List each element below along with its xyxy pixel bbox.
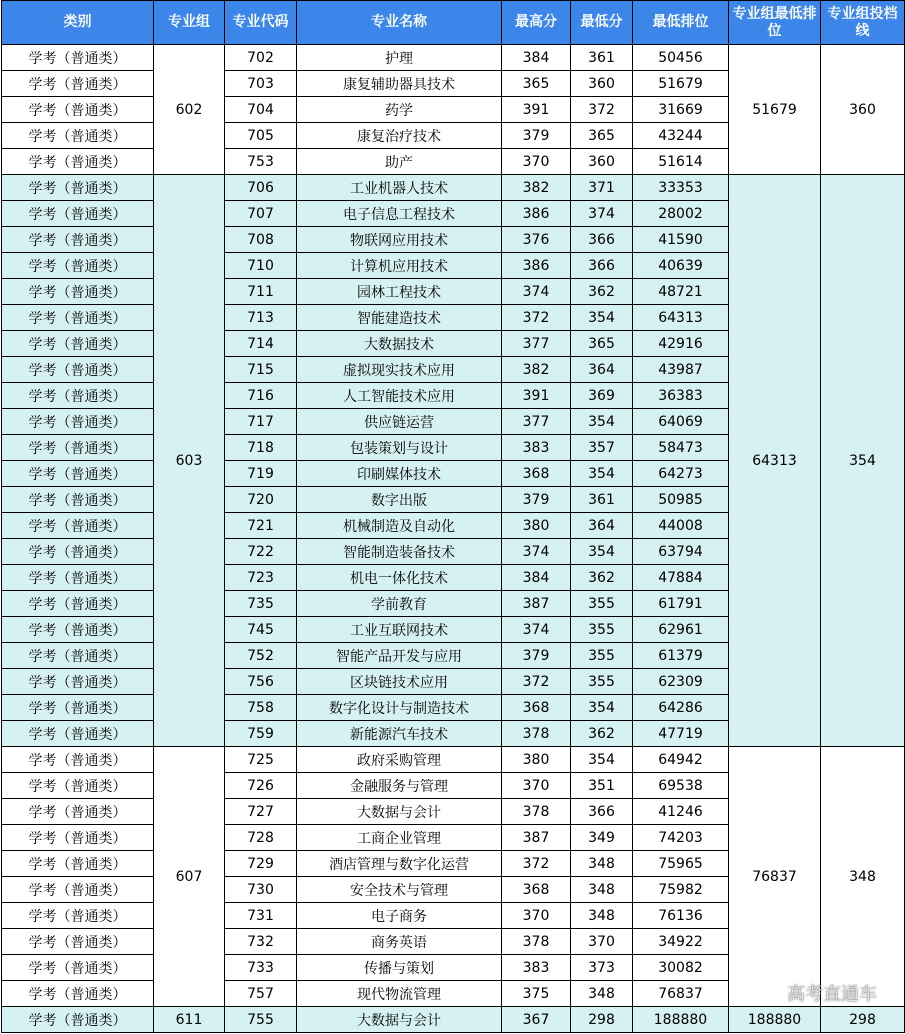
cell-min-score: 360 xyxy=(571,71,633,97)
cell-category: 学考（普通类） xyxy=(2,461,154,487)
cell-min-rank: 76837 xyxy=(633,981,729,1007)
cell-code: 710 xyxy=(225,253,297,279)
table-body xyxy=(2,45,905,1033)
cell-group-cutoff: 298 xyxy=(821,1007,905,1033)
cell-category: 学考（普通类） xyxy=(2,383,154,409)
cell-major-name: 工业互联网技术 xyxy=(297,617,502,643)
cell-min-score: 361 xyxy=(571,45,633,71)
cell-min-score: 371 xyxy=(571,175,633,201)
cell-min-rank: 64313 xyxy=(633,305,729,331)
cell-min-rank: 69538 xyxy=(633,773,729,799)
cell-max-score: 380 xyxy=(502,747,571,773)
cell-major-name: 智能建造技术 xyxy=(297,305,502,331)
cell-max-score: 368 xyxy=(502,695,571,721)
cell-category: 学考（普通类） xyxy=(2,357,154,383)
cell-max-score: 372 xyxy=(502,669,571,695)
cell-min-rank: 47884 xyxy=(633,565,729,591)
cell-category: 学考（普通类） xyxy=(2,97,154,123)
cell-min-score: 366 xyxy=(571,253,633,279)
cell-code: 756 xyxy=(225,669,297,695)
cell-min-rank: 62961 xyxy=(633,617,729,643)
cell-major-name: 政府采购管理 xyxy=(297,747,502,773)
cell-category: 学考（普通类） xyxy=(2,721,154,747)
cell-code: 745 xyxy=(225,617,297,643)
cell-max-score: 383 xyxy=(502,435,571,461)
cell-code: 755 xyxy=(225,1007,297,1033)
cell-category: 学考（普通类） xyxy=(2,669,154,695)
cell-max-score: 386 xyxy=(502,253,571,279)
cell-code: 708 xyxy=(225,227,297,253)
cell-major-name: 机械制造及自动化 xyxy=(297,513,502,539)
cell-category: 学考（普通类） xyxy=(2,123,154,149)
cell-major-name: 酒店管理与数字化运营 xyxy=(297,851,502,877)
cell-group-cutoff: 354 xyxy=(821,175,905,747)
cell-category: 学考（普通类） xyxy=(2,539,154,565)
cell-min-score: 362 xyxy=(571,721,633,747)
cell-category: 学考（普通类） xyxy=(2,799,154,825)
cell-category: 学考（普通类） xyxy=(2,149,154,175)
cell-max-score: 374 xyxy=(502,617,571,643)
admission-table xyxy=(1,0,905,1033)
table-row xyxy=(2,747,905,773)
cell-min-rank: 64942 xyxy=(633,747,729,773)
table-row xyxy=(2,175,905,201)
cell-min-score: 370 xyxy=(571,929,633,955)
cell-category: 学考（普通类） xyxy=(2,851,154,877)
cell-code: 713 xyxy=(225,305,297,331)
cell-category: 学考（普通类） xyxy=(2,253,154,279)
cell-major-name: 人工智能技术应用 xyxy=(297,383,502,409)
cell-min-rank: 188880 xyxy=(633,1007,729,1033)
cell-min-score: 374 xyxy=(571,201,633,227)
cell-max-score: 382 xyxy=(502,175,571,201)
cell-major-name: 工业机器人技术 xyxy=(297,175,502,201)
cell-max-score: 387 xyxy=(502,591,571,617)
table-row xyxy=(2,45,905,71)
cell-code: 705 xyxy=(225,123,297,149)
cell-code: 732 xyxy=(225,929,297,955)
cell-max-score: 382 xyxy=(502,357,571,383)
cell-category: 学考（普通类） xyxy=(2,201,154,227)
cell-major-name: 药学 xyxy=(297,97,502,123)
cell-code: 719 xyxy=(225,461,297,487)
cell-min-rank: 50456 xyxy=(633,45,729,71)
cell-major-name: 康复治疗技术 xyxy=(297,123,502,149)
cell-max-score: 391 xyxy=(502,97,571,123)
cell-max-score: 377 xyxy=(502,409,571,435)
cell-category: 学考（普通类） xyxy=(2,565,154,591)
cell-category: 学考（普通类） xyxy=(2,903,154,929)
cell-category: 学考（普通类） xyxy=(2,331,154,357)
cell-min-score: 365 xyxy=(571,123,633,149)
cell-max-score: 380 xyxy=(502,513,571,539)
cell-group-min-rank: 64313 xyxy=(729,175,821,747)
cell-group-min-rank: 188880 xyxy=(729,1007,821,1033)
cell-min-score: 357 xyxy=(571,435,633,461)
cell-code: 758 xyxy=(225,695,297,721)
cell-min-score: 360 xyxy=(571,149,633,175)
cell-major-name: 计算机应用技术 xyxy=(297,253,502,279)
cell-min-score: 362 xyxy=(571,279,633,305)
cell-min-rank: 43244 xyxy=(633,123,729,149)
cell-code: 730 xyxy=(225,877,297,903)
cell-min-score: 355 xyxy=(571,617,633,643)
cell-major-name: 智能制造装备技术 xyxy=(297,539,502,565)
cell-max-score: 378 xyxy=(502,799,571,825)
cell-min-rank: 75965 xyxy=(633,851,729,877)
cell-category: 学考（普通类） xyxy=(2,695,154,721)
header-group: 专业组 xyxy=(154,1,225,45)
header-code: 专业代码 xyxy=(225,1,297,45)
cell-max-score: 377 xyxy=(502,331,571,357)
cell-min-rank: 64286 xyxy=(633,695,729,721)
cell-code: 729 xyxy=(225,851,297,877)
cell-min-rank: 61791 xyxy=(633,591,729,617)
cell-min-rank: 34922 xyxy=(633,929,729,955)
cell-max-score: 367 xyxy=(502,1007,571,1033)
header-group-min-rank: 专业组最低排位 xyxy=(729,1,821,45)
cell-min-rank: 43987 xyxy=(633,357,729,383)
cell-major-name: 数字出版 xyxy=(297,487,502,513)
cell-major-name: 印刷媒体技术 xyxy=(297,461,502,487)
cell-min-rank: 76136 xyxy=(633,903,729,929)
cell-major-name: 物联网应用技术 xyxy=(297,227,502,253)
cell-major-name: 商务英语 xyxy=(297,929,502,955)
header-category: 类别 xyxy=(2,1,154,45)
header-min-rank: 最低排位 xyxy=(633,1,729,45)
cell-max-score: 387 xyxy=(502,825,571,851)
cell-code: 704 xyxy=(225,97,297,123)
cell-major-name: 大数据与会计 xyxy=(297,799,502,825)
cell-category: 学考（普通类） xyxy=(2,981,154,1007)
cell-min-score: 348 xyxy=(571,903,633,929)
cell-category: 学考（普通类） xyxy=(2,955,154,981)
cell-major-name: 数字化设计与制造技术 xyxy=(297,695,502,721)
cell-min-rank: 51679 xyxy=(633,71,729,97)
cell-min-score: 354 xyxy=(571,747,633,773)
cell-min-rank: 64069 xyxy=(633,409,729,435)
cell-group: 611 xyxy=(154,1007,225,1033)
cell-category: 学考（普通类） xyxy=(2,773,154,799)
cell-category: 学考（普通类） xyxy=(2,617,154,643)
cell-code: 720 xyxy=(225,487,297,513)
cell-min-score: 348 xyxy=(571,877,633,903)
cell-min-score: 354 xyxy=(571,461,633,487)
cell-category: 学考（普通类） xyxy=(2,1007,154,1033)
cell-max-score: 375 xyxy=(502,981,571,1007)
cell-code: 706 xyxy=(225,175,297,201)
cell-min-rank: 48721 xyxy=(633,279,729,305)
cell-category: 学考（普通类） xyxy=(2,643,154,669)
cell-code: 714 xyxy=(225,331,297,357)
cell-min-rank: 75982 xyxy=(633,877,729,903)
cell-min-score: 349 xyxy=(571,825,633,851)
cell-code: 731 xyxy=(225,903,297,929)
table-row xyxy=(2,1007,905,1033)
cell-min-score: 298 xyxy=(571,1007,633,1033)
cell-group: 607 xyxy=(154,747,225,1007)
cell-code: 752 xyxy=(225,643,297,669)
watermark: 高考直通车 xyxy=(787,984,877,1005)
cell-min-score: 348 xyxy=(571,981,633,1007)
cell-max-score: 378 xyxy=(502,929,571,955)
cell-major-name: 包装策划与设计 xyxy=(297,435,502,461)
cell-major-name: 大数据技术 xyxy=(297,331,502,357)
cell-code: 711 xyxy=(225,279,297,305)
cell-min-rank: 64273 xyxy=(633,461,729,487)
cell-max-score: 372 xyxy=(502,851,571,877)
cell-min-rank: 62309 xyxy=(633,669,729,695)
cell-major-name: 金融服务与管理 xyxy=(297,773,502,799)
cell-max-score: 384 xyxy=(502,565,571,591)
cell-max-score: 370 xyxy=(502,149,571,175)
cell-major-name: 智能产品开发与应用 xyxy=(297,643,502,669)
cell-group: 603 xyxy=(154,175,225,747)
cell-category: 学考（普通类） xyxy=(2,279,154,305)
cell-major-name: 工商企业管理 xyxy=(297,825,502,851)
cell-min-rank: 42916 xyxy=(633,331,729,357)
cell-max-score: 379 xyxy=(502,487,571,513)
cell-min-rank: 31669 xyxy=(633,97,729,123)
cell-category: 学考（普通类） xyxy=(2,747,154,773)
cell-major-name: 新能源汽车技术 xyxy=(297,721,502,747)
header-row xyxy=(2,1,905,45)
cell-code: 725 xyxy=(225,747,297,773)
cell-max-score: 386 xyxy=(502,201,571,227)
cell-max-score: 374 xyxy=(502,539,571,565)
cell-category: 学考（普通类） xyxy=(2,513,154,539)
cell-major-name: 区块链技术应用 xyxy=(297,669,502,695)
cell-major-name: 虚拟现实技术应用 xyxy=(297,357,502,383)
cell-min-score: 348 xyxy=(571,851,633,877)
cell-major-name: 助产 xyxy=(297,149,502,175)
cell-min-rank: 41590 xyxy=(633,227,729,253)
cell-min-rank: 63794 xyxy=(633,539,729,565)
cell-min-rank: 40639 xyxy=(633,253,729,279)
cell-min-rank: 44008 xyxy=(633,513,729,539)
cell-code: 703 xyxy=(225,71,297,97)
cell-max-score: 379 xyxy=(502,123,571,149)
cell-group-min-rank: 51679 xyxy=(729,45,821,175)
cell-code: 728 xyxy=(225,825,297,851)
cell-min-score: 354 xyxy=(571,409,633,435)
cell-min-rank: 51614 xyxy=(633,149,729,175)
cell-category: 学考（普通类） xyxy=(2,487,154,513)
cell-major-name: 传播与策划 xyxy=(297,955,502,981)
cell-max-score: 376 xyxy=(502,227,571,253)
cell-min-rank: 47719 xyxy=(633,721,729,747)
cell-code: 753 xyxy=(225,149,297,175)
cell-code: 702 xyxy=(225,45,297,71)
cell-min-score: 355 xyxy=(571,591,633,617)
cell-min-score: 364 xyxy=(571,513,633,539)
cell-major-name: 大数据与会计 xyxy=(297,1007,502,1033)
header-max-score: 最高分 xyxy=(502,1,571,45)
cell-code: 726 xyxy=(225,773,297,799)
cell-code: 722 xyxy=(225,539,297,565)
cell-min-rank: 36383 xyxy=(633,383,729,409)
cell-max-score: 370 xyxy=(502,773,571,799)
cell-max-score: 391 xyxy=(502,383,571,409)
cell-max-score: 370 xyxy=(502,903,571,929)
cell-min-score: 354 xyxy=(571,695,633,721)
cell-category: 学考（普通类） xyxy=(2,45,154,71)
cell-major-name: 园林工程技术 xyxy=(297,279,502,305)
cell-category: 学考（普通类） xyxy=(2,227,154,253)
cell-min-rank: 30082 xyxy=(633,955,729,981)
cell-min-rank: 74203 xyxy=(633,825,729,851)
header-group-cutoff: 专业组投档线 xyxy=(821,1,905,45)
cell-major-name: 康复辅助器具技术 xyxy=(297,71,502,97)
cell-code: 717 xyxy=(225,409,297,435)
cell-max-score: 378 xyxy=(502,721,571,747)
cell-category: 学考（普通类） xyxy=(2,305,154,331)
cell-code: 733 xyxy=(225,955,297,981)
cell-code: 707 xyxy=(225,201,297,227)
cell-min-score: 355 xyxy=(571,669,633,695)
cell-min-score: 373 xyxy=(571,955,633,981)
cell-code: 727 xyxy=(225,799,297,825)
cell-category: 学考（普通类） xyxy=(2,825,154,851)
cell-min-rank: 41246 xyxy=(633,799,729,825)
cell-group: 602 xyxy=(154,45,225,175)
cell-min-rank: 61379 xyxy=(633,643,729,669)
cell-min-rank: 58473 xyxy=(633,435,729,461)
cell-major-name: 现代物流管理 xyxy=(297,981,502,1007)
cell-min-rank: 50985 xyxy=(633,487,729,513)
cell-major-name: 电子信息工程技术 xyxy=(297,201,502,227)
cell-min-score: 369 xyxy=(571,383,633,409)
cell-code: 723 xyxy=(225,565,297,591)
cell-group-cutoff: 360 xyxy=(821,45,905,175)
cell-min-score: 366 xyxy=(571,799,633,825)
cell-min-score: 351 xyxy=(571,773,633,799)
cell-group-min-rank: 76837 xyxy=(729,747,821,1007)
cell-max-score: 384 xyxy=(502,45,571,71)
cell-category: 学考（普通类） xyxy=(2,877,154,903)
cell-min-score: 354 xyxy=(571,305,633,331)
cell-max-score: 383 xyxy=(502,955,571,981)
cell-major-name: 学前教育 xyxy=(297,591,502,617)
cell-min-score: 362 xyxy=(571,565,633,591)
cell-major-name: 电子商务 xyxy=(297,903,502,929)
cell-major-name: 机电一体化技术 xyxy=(297,565,502,591)
cell-max-score: 374 xyxy=(502,279,571,305)
cell-code: 718 xyxy=(225,435,297,461)
cell-min-score: 354 xyxy=(571,539,633,565)
cell-category: 学考（普通类） xyxy=(2,175,154,201)
cell-min-score: 361 xyxy=(571,487,633,513)
cell-max-score: 368 xyxy=(502,461,571,487)
cell-min-score: 372 xyxy=(571,97,633,123)
cell-code: 716 xyxy=(225,383,297,409)
cell-min-score: 366 xyxy=(571,227,633,253)
cell-category: 学考（普通类） xyxy=(2,435,154,461)
cell-max-score: 368 xyxy=(502,877,571,903)
cell-min-score: 364 xyxy=(571,357,633,383)
header-min-score: 最低分 xyxy=(571,1,633,45)
cell-min-rank: 28002 xyxy=(633,201,729,227)
cell-group-cutoff: 348 xyxy=(821,747,905,1007)
cell-category: 学考（普通类） xyxy=(2,409,154,435)
cell-min-score: 355 xyxy=(571,643,633,669)
cell-code: 735 xyxy=(225,591,297,617)
cell-max-score: 365 xyxy=(502,71,571,97)
cell-min-rank: 33353 xyxy=(633,175,729,201)
cell-category: 学考（普通类） xyxy=(2,591,154,617)
cell-max-score: 379 xyxy=(502,643,571,669)
header-major-name: 专业名称 xyxy=(297,1,502,45)
cell-category: 学考（普通类） xyxy=(2,71,154,97)
cell-max-score: 372 xyxy=(502,305,571,331)
cell-category: 学考（普通类） xyxy=(2,929,154,955)
cell-code: 759 xyxy=(225,721,297,747)
cell-code: 721 xyxy=(225,513,297,539)
cell-min-score: 365 xyxy=(571,331,633,357)
cell-major-name: 护理 xyxy=(297,45,502,71)
cell-major-name: 供应链运营 xyxy=(297,409,502,435)
cell-major-name: 安全技术与管理 xyxy=(297,877,502,903)
cell-code: 715 xyxy=(225,357,297,383)
cell-code: 757 xyxy=(225,981,297,1007)
